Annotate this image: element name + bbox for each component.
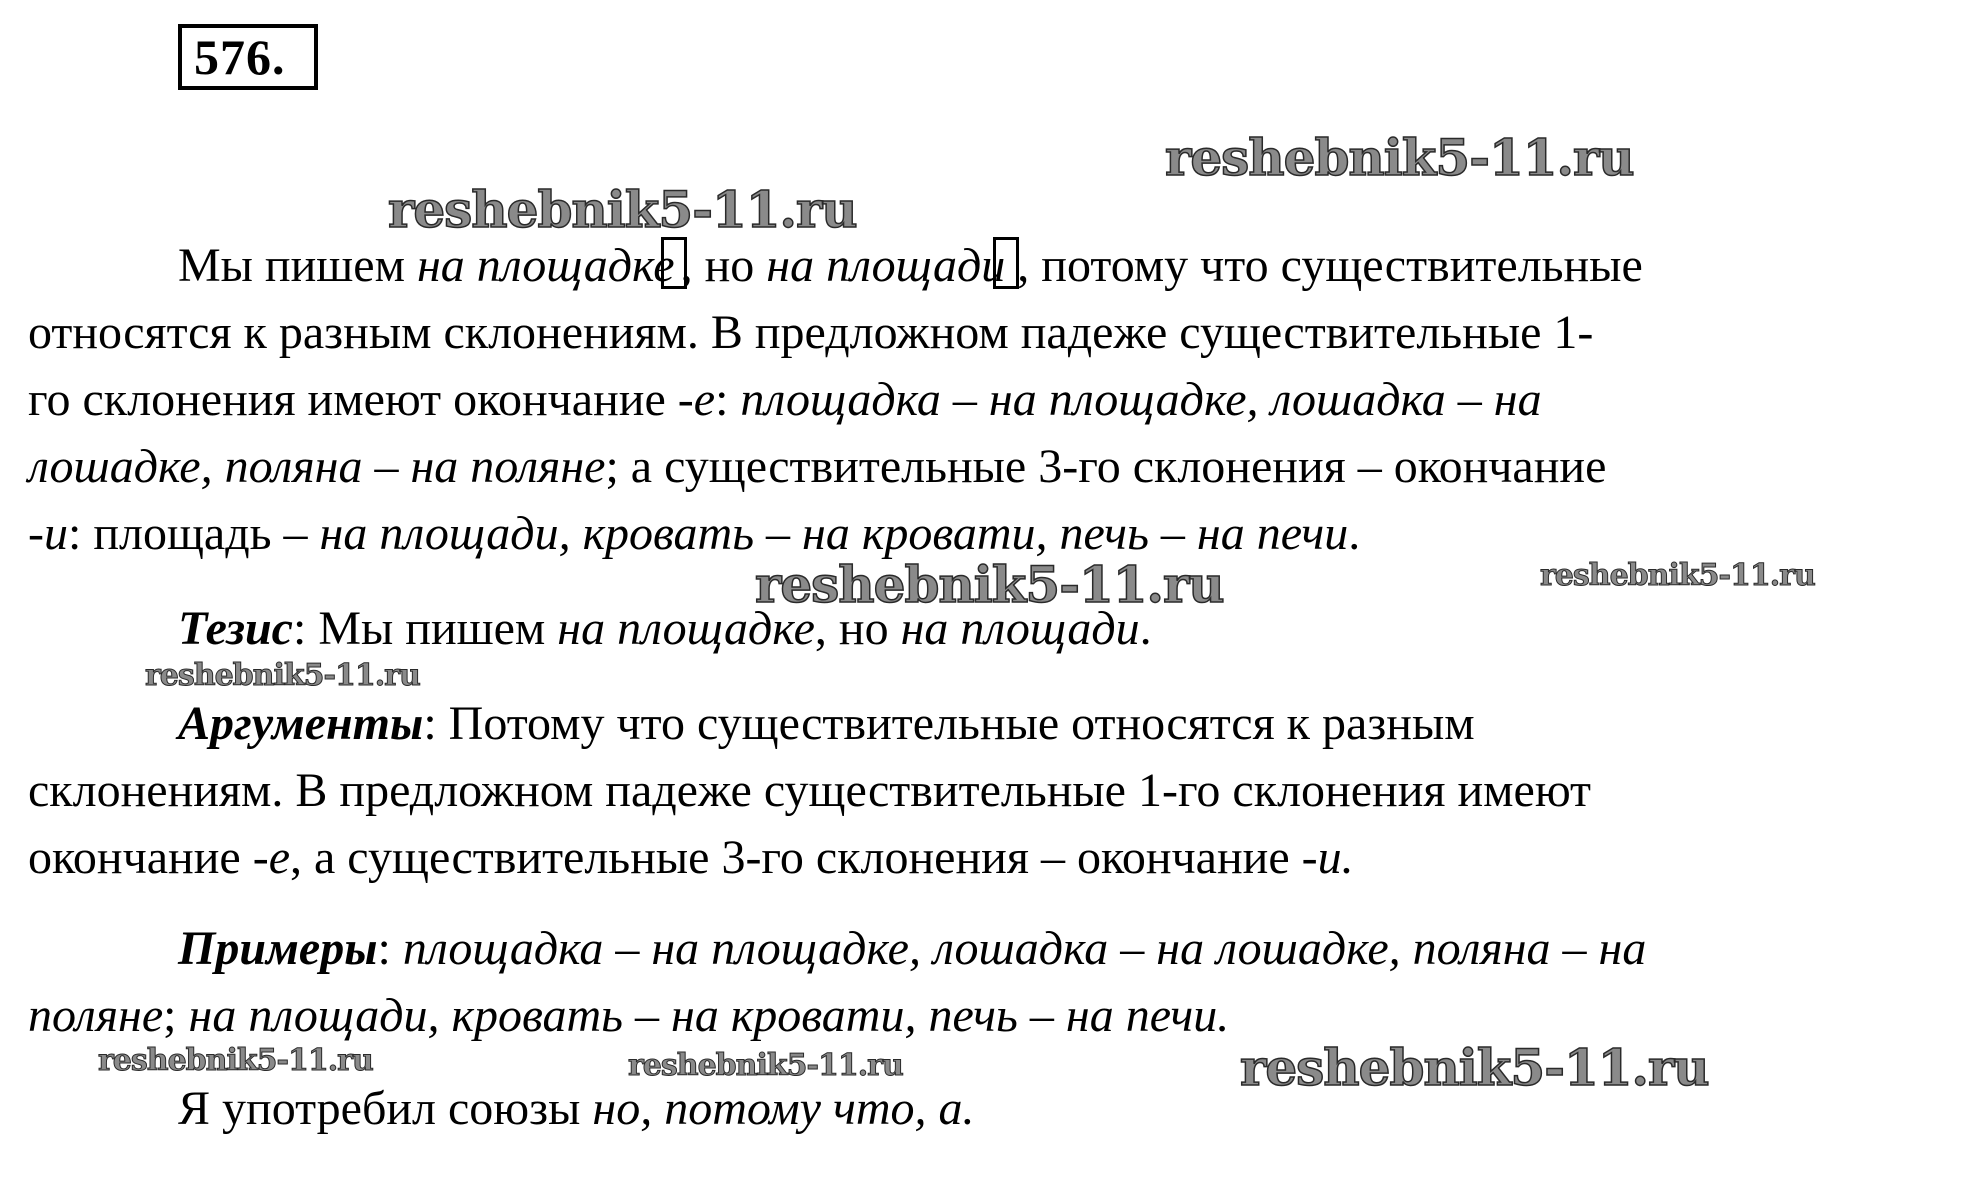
italic-phrase: на площади bbox=[766, 239, 1006, 292]
text-run: го склонения имеют окончание bbox=[28, 373, 678, 426]
paragraph-line bbox=[28, 595, 1978, 662]
watermark: reshebnik5-11.ru bbox=[98, 1043, 373, 1078]
text-run: , но bbox=[814, 602, 901, 655]
paragraph-line bbox=[28, 915, 1978, 982]
examples-label: Примеры bbox=[178, 922, 378, 975]
watermark: reshebnik5-11.ru bbox=[1540, 558, 1815, 593]
italic-phrase: на площадке bbox=[416, 239, 675, 292]
paragraph-line bbox=[28, 1075, 1978, 1142]
italic-phrase: -и bbox=[28, 507, 68, 560]
text-run: . bbox=[1139, 602, 1152, 655]
paragraph-line bbox=[28, 690, 1978, 757]
text-run: , но bbox=[680, 239, 767, 292]
conclusion-paragraph bbox=[28, 1075, 1978, 1142]
text-run: , а существительные 3-го склонения – окончание bbox=[290, 831, 1302, 884]
text-run: окончание bbox=[28, 831, 253, 884]
text-run: : площадь – bbox=[67, 507, 320, 560]
task-number: 576. bbox=[178, 24, 318, 90]
text-run: , потому что существительные bbox=[1017, 239, 1643, 292]
paragraph-line bbox=[28, 982, 1978, 1049]
italic-phrase: на площади bbox=[900, 602, 1140, 655]
text-run: : bbox=[377, 922, 403, 975]
thesis-label: Тезис bbox=[178, 602, 293, 655]
italic-phrase: лошадке, поляна – на поляне bbox=[28, 440, 606, 493]
arguments-label: Аргументы bbox=[178, 697, 424, 750]
text-cursor-box bbox=[993, 237, 1019, 289]
paragraph-line bbox=[28, 500, 1978, 567]
watermark: reshebnik5-11.ru bbox=[145, 658, 420, 693]
italic-phrase: на площадке bbox=[557, 602, 815, 655]
paragraph-line bbox=[28, 366, 1978, 433]
paragraph-line: относятся к разным склонениям. В предложном падеже существительные 1- bbox=[28, 306, 1594, 359]
italic-phrase: площадка – на площадке, лошадка – на лошадке, поляна – на bbox=[402, 922, 1647, 975]
text-run: ; а существительные 3-го склонения – окончание bbox=[605, 440, 1607, 493]
watermark: reshebnik5-11.ru bbox=[755, 555, 1224, 614]
watermark: reshebnik5-11.ru bbox=[388, 180, 857, 239]
text-run: . bbox=[1348, 507, 1361, 560]
arguments-paragraph bbox=[28, 690, 1978, 891]
explanation-paragraph bbox=[28, 232, 1978, 567]
italic-phrase: на площади, кровать – на кровати, печь – на печи bbox=[319, 507, 1349, 560]
paragraph-line: склонениям. В предложном падеже существительные 1-го склонения имеют bbox=[28, 764, 1592, 817]
examples-paragraph bbox=[28, 915, 1978, 1049]
italic-phrase: -е bbox=[677, 373, 716, 426]
italic-phrase: на площади, кровать – на кровати, печь – на печи. bbox=[188, 989, 1230, 1042]
text-run: : Мы пишем bbox=[292, 602, 558, 655]
text-run: ; bbox=[163, 989, 189, 1042]
paragraph-line bbox=[28, 824, 1978, 891]
text-run: : Потому что существительные относятся к разным bbox=[423, 697, 1475, 750]
paragraph-line bbox=[28, 433, 1978, 500]
paragraph-line bbox=[28, 232, 1978, 299]
italic-phrase: -и. bbox=[1301, 831, 1354, 884]
thesis-paragraph bbox=[28, 595, 1978, 662]
italic-phrase: но, потому что, а. bbox=[592, 1082, 975, 1135]
italic-phrase: поляне bbox=[28, 989, 164, 1042]
text-run: Мы пишем bbox=[178, 239, 417, 292]
watermark: reshebnik5-11.ru bbox=[628, 1048, 903, 1083]
text-run: : bbox=[715, 373, 741, 426]
italic-phrase: площадка – на площадке, лошадка – на bbox=[740, 373, 1542, 426]
italic-phrase: -е bbox=[252, 831, 290, 884]
text-run: Я употребил союзы bbox=[178, 1082, 593, 1135]
watermark: reshebnik5-11.ru bbox=[1165, 128, 1634, 187]
watermark: reshebnik5-11.ru bbox=[1240, 1038, 1709, 1097]
